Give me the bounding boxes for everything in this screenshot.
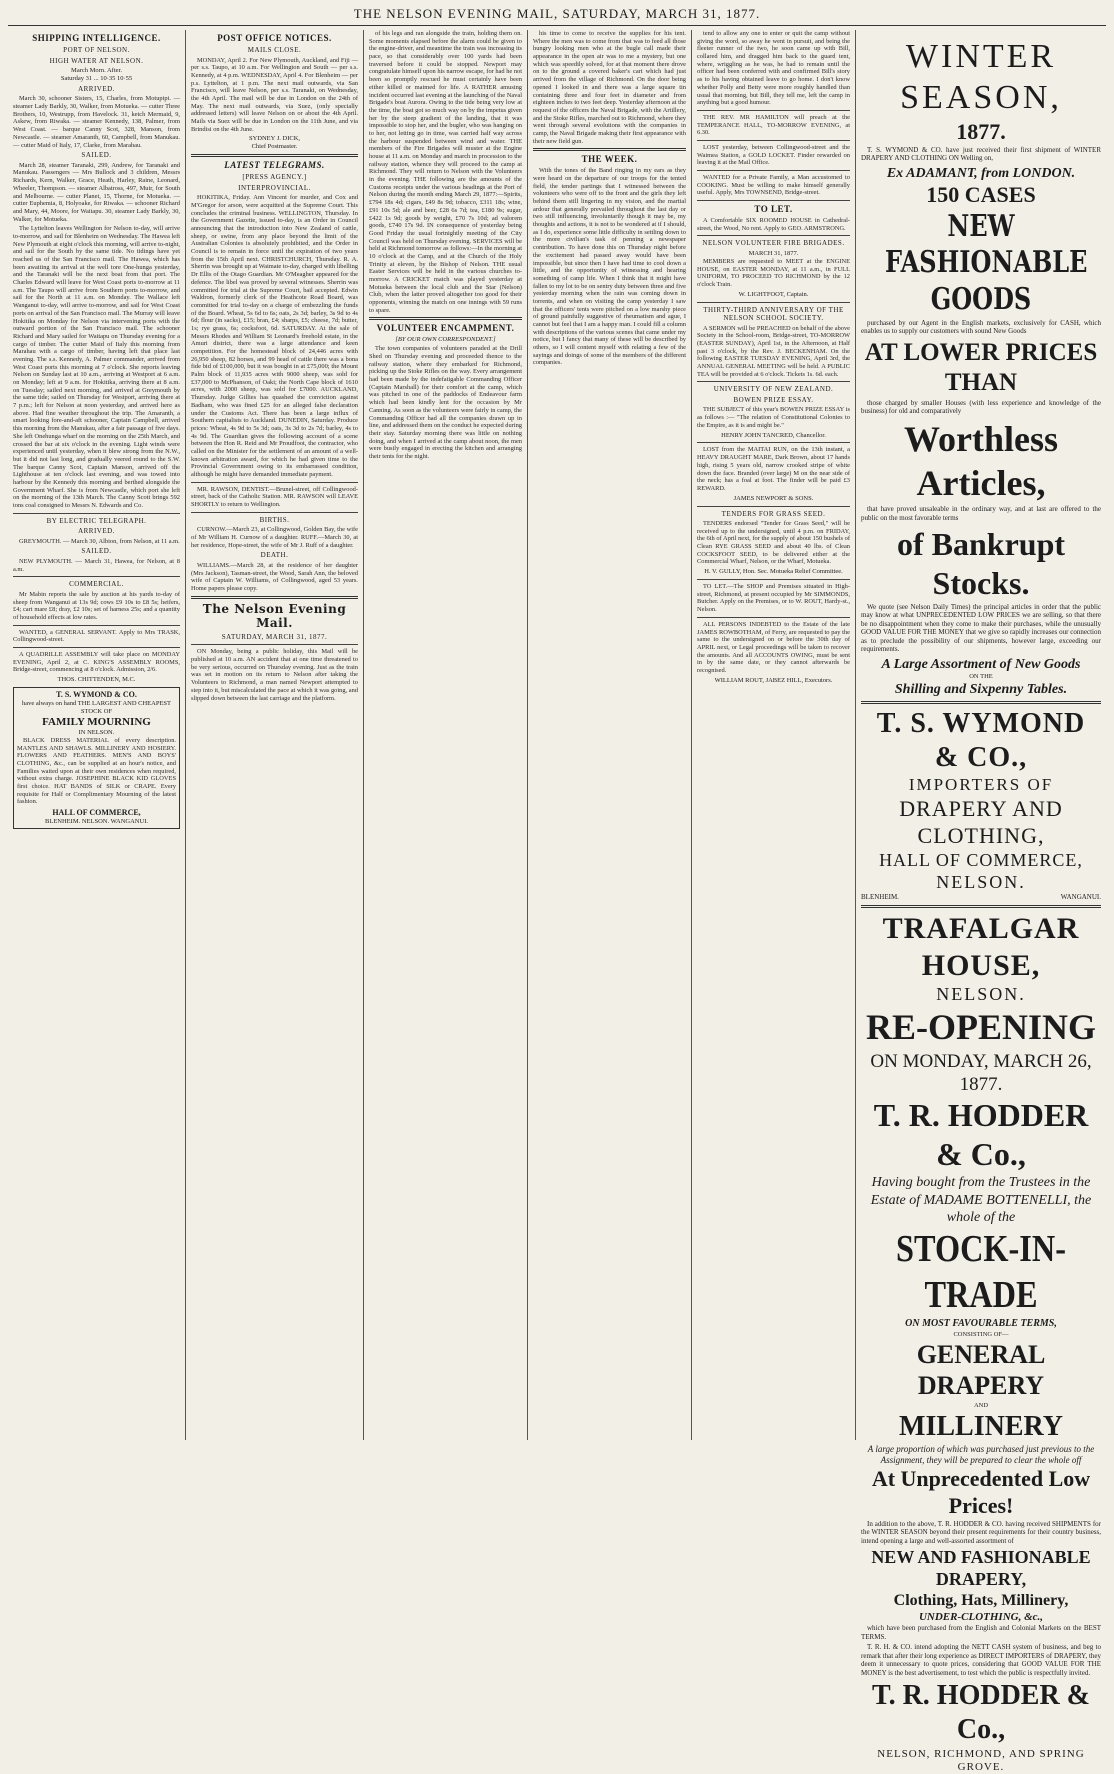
divider xyxy=(697,442,850,443)
trafalgar-house: TRAFALGAR HOUSE, xyxy=(882,911,1080,982)
divider xyxy=(191,512,358,513)
leader-text: ON Monday, being a public holiday, this Mail will be published at 10 a.m. AN accident that at one time threatened to be very serious, occurred on Thursday evening. Just as the train was set in motion on its return to Nelson after taking the Volunteers to Richmond, a man named Newport attempted to step into it, but miscalculated the pace at which it was going, and slipped down between the last carriage and the platform. xyxy=(191,648,358,702)
ad-lost-locket: LOST yesterday, between Collingwood-street and the Waimea Station, a GOLD LOCKET. Finder rewarded on leaving it at the Mail Office. xyxy=(697,143,850,167)
bought-text: Having bought from the Trustees in the Estate of MADAME BOTTENELLI, the whole of the xyxy=(870,1175,1092,1225)
addition-text: In addition to the above, T. R. HODDER & CO. having received SHIPMENTS for the WINTER SEASON beyond their present requirements for their country business, intend opening a large and well-assorted assortment of xyxy=(861,1519,1101,1545)
divider xyxy=(697,235,850,236)
arrived-heading: ARRIVED. xyxy=(78,84,115,93)
telegrams-text: HOKITIKA, Friday. Ann Vincent for murder, and Cox and M'Gregor for arson, were acquitted at the Supreme Court. This concludes the criminal business. WELLINGTON, Thursday. In the Government Gazette, issued to-day, is an Order in Council announcing that the introduction into New Zealand of cattle, sheep, or swine, from any place beyond the limit of the Australian Colonies is absolutely prohibited, and the Order in Council is to remain in force until the expiration of two years from the 15th April next. CHRISTCHURCH, Thursday. R. A. Sherrin was brought up at Waimate to-day, charged with libelling Dr Ellis of the Otago Guardian. Mr O'Meagher appeared for the defence. The libel was proved by several witnesses. Sherrin was committed for trial at the Supreme Court, bail accepted. Edwin Waldron, formerly clerk of the Heathcote Road Board, was committed for trial to-day on a charge of embezzling the funds of the Board. Wheat, 5s 6d to 6s; oats, 2s 3d; barley, 3s 9d to 4s 6d; flour (in sacks), £15; bran, £4; sharps, £5; cheese, 7d; butter, 1s; rye grass, 6s; cocksfoot, 6d. SATURDAY. At the sale of Messrs Rhodes and William St Leonard's freehold estate, in the Amuri district, there was a large attendance and keen competition. For the homestead block of 24,446 acres with 26,950 sheep, 82 horses, and 99 head of cattle there was a bona fide bid of £100,000, but it was bought in at £75,000; the Mount Palm block of 11,935 acres with 9000 sheep, was sold for £37,000 to McPhanson, of Oaki; the North Cape block of 1610 acres, with 2000 sheep, was sold for £7000. AUCKLAND, Thursday. Judge Gillies has quashed the conviction against Badham, who was fined £25 for an alleged false declaration under the Customs Act. There has been a large influx of Southern capitalists to Auckland. DUNEDIN, Saturday. Produce prices: Wheat, 4s 9d to 5s 3d; oats, 3s 3d to 2s 7d; barley, 4s to 4s 9d. The Guardian gives the following account of a scene between the Hon R. Reid and Mr Proudfoot, the contractor, who called on the Minister for the settlement of an amount of a well-known arbitration award, for which he had given time to the Provincial Government owing to its embarrassed condition, although he might have demanded immediate payment. xyxy=(191,194,358,478)
masthead: THE NELSON EVENING MAIL, SATURDAY, MARCH 31, 1877. xyxy=(8,6,1106,26)
divider xyxy=(697,170,850,171)
high-water-row: Saturday 31 ... 10·35 10·55 xyxy=(60,74,133,82)
winter-season-heading: WINTER SEASON, xyxy=(900,38,1062,117)
mourning-firm: T. S. WYMOND & CO. xyxy=(56,689,137,699)
births-text: CURNOW.—March 23, at Collingwood, Golden Bay, the wife of Mr William H. Curnow of a daughter. RUFF.—March 30, at her residence, Hope-street, the wife of Mr J. Ruff of a daughter. xyxy=(191,526,358,549)
ad-quadrille: A QUADRILLE ASSEMBLY will take place on MONDAY EVENING, April 2, at C. KING'S ASSEMBLY ROOMS, Bridge-street, commencing at 8 o'clock. Admission, 2/6. xyxy=(13,651,180,674)
sailed-heading: SAILED. xyxy=(81,151,112,160)
re-opening-date: ON MONDAY, MARCH 26, 1877. xyxy=(870,1051,1092,1096)
the-week-text: With the tones of the Band ringing in my ears as they were heard on the departure of our troops for the tented field, the tender partings that I witnessed between the volunteers who were off to the front and the girls they left behind them still lingering in my vision, and the martial ardour that generally prevailed throughout the last day or two still influencing, involuntarily though it may be, my thoughts and actions, it is not to be wondered at if I should, as I do, experience some little difficulty in settling down to the more civilian's task of penning a newspaper contribution. To have done this on Thursday night before the excitement had passed away would have been impossible, but since then I have had time to cool down a little, and the opportunity of witnessing and hearing something of camp life. When I think that it might have fallen to my lot to be on sentry duty between three and five yesterday morning when the rain was coming down in torrents, and when on visiting the camp yesterday I saw that the officers' tents were pitched on a low marshy piece of ground painfully suggestive of rheumatism and ague, I cannot but feel that I am a happy man. I could fill a column with descriptions of the various scenes that came under my notice, but I fancy that many of these will be described by others, so I will content myself with relating a few of the sayings and doings of some of the members of the different companies. xyxy=(533,167,686,367)
telegraph-sailed-text: NEW PLYMOUTH. — March 31, Hawea, for Nelson, at 8 a.m. xyxy=(13,557,180,573)
branch-wanganui: WANGANUI. xyxy=(1060,893,1101,902)
clothing-hats: Clothing, Hats, Millinery, xyxy=(893,1592,1069,1610)
ad-all-persons: ALL PERSONS INDEBTED to the Estate of the late JAMES ROWBOTHAM, of Ferry, are requested to pay the same to the undersigned on or before the 30th day of APRIL next, or Legal proceedings will be taken to recover the amounts. And all ACCOUNTS OWING, must be sent in by the same date, or they cannot afterwards be recognised. xyxy=(697,620,850,674)
volunteer-subtitle: [BY OUR OWN CORRESPONDENT.] xyxy=(395,336,496,344)
university-title: UNIVERSITY OF NEW ZEALAND. xyxy=(713,385,834,394)
column-the-week xyxy=(528,30,692,1440)
stock-in-trade: STOCK-IN-TRADE xyxy=(896,1227,1066,1317)
mourning-towns: BLENHEIM. NELSON. WANGANUI. xyxy=(45,817,148,825)
column-shipping xyxy=(8,30,186,1440)
ad-general-servant: WANTED, a GENERAL SERVANT. Apply to Mrs TRASK, Collingwood-street. xyxy=(13,628,180,644)
millinery: MILLINERY xyxy=(899,1410,1063,1442)
bowen-text: THE SUBJECT of this year's BOWEN PRIZE ESSAY is as follows :— "The relation of Constitutional Colonies to the Empire, as it is and might be." xyxy=(697,406,850,429)
worthless-articles: Worthless Articles, xyxy=(903,418,1058,503)
winter-season-year: 1877. xyxy=(956,118,1006,144)
tenders-title: TENDERS FOR GRASS SEED. xyxy=(721,509,826,518)
high-water-columns: March Morn. After. xyxy=(71,67,122,75)
local-news-text: of his legs and ran alongside the train, holding them on. Some moments elapsed before the alarm could be given to the engine-driver, and meantime the train was increasing its pace, so that considerably over 100 yards had been traversed before it could be stopped. Newport may congratulate himself upon his narrow escape, for had he not been so promptly rescued he must certainly have been either killed or maimed for life. A RATHER amusing incident occurred last evening at the launching of the Naval Brigade's boat Aurora. Owing to the tide being very low at the time, the boat got so much way on by the impetus given her by the steep gradient of the landing, that it was impossible to stop her, and the bugler, who was hanging on to her, not letting go in time, was carried half way across the harbour suspended between wind and water. THE members of the Fire Brigades will muster at the Engine house at 11 a.m. on Monday and march in procession to the railway station, whence they will proceed to the camp at Richmond. They will return to Nelson with the Volunteers in the evening. THE following are the amounts of the Customs receipts under the various headings at the Port of Nelson during the month ending March 29, 1877:—Spirits, £794 18s 4d; cigars, £49 8s 9d; tobacco, £311 18s; wine, £91 10s 5d; ale and beer, £28 6s 7d; tea, £180 9s; sugar, £422 1s 9d; goods by weight, £70 7s 10d; ad valorem goods, £740 17s 9d. IN consequence of yesterday being Good Friday the usual fortnightly meeting of the City Council was held on Thursday evening. SERVICES will be held at Richmond tomorrow as follows:—In the morning at 10 o'clock at the Camp, and at the Church of the Holy Trinity at eleven, by the Bishop of Nelson. THE usual Easter Services will be held in the various churches to-morrow. A CRICKET match was played yesterday at Motueka between the local club and the Star (Nelson) Club, when the latter proved altogether too good for their opponents, winning the match on one innings with 59 runs to spare. xyxy=(369,30,522,314)
divider xyxy=(191,596,358,599)
bowen-signature: HENRY JOHN TANCRED, Chancellor. xyxy=(721,431,826,439)
divider xyxy=(13,625,180,626)
shipping-title: SHIPPING INTELLIGENCE. xyxy=(32,33,161,43)
mourning-hall: HALL OF COMMERCE, xyxy=(52,808,141,818)
fire-brigade-signature: W. LIGHTFOOT, Captain. xyxy=(738,290,809,298)
postmaster-name: SYDNEY J. DICK, xyxy=(248,135,301,143)
favourable-terms: ON MOST FAVOURABLE TERMS, xyxy=(905,1318,1057,1330)
hodder-firm: T. R. HODDER & Co., xyxy=(873,1097,1089,1173)
mourning-list: BLACK DRESS MATERIAL of every description. MANTLES AND SHAWLS. MILLINERY AND HOSIERY. FLOWERS AND FEATHERS. MEN'S AND BOYS' CLOTHING, &c., can be supplied at an hour's notice, and Families waited upon at their own residences when required, without extra charge. JOSEPHINE BLACK KID GLOVES first choice. HAT BANDS of SILK or CRAPE. Every requisite for Half or Complimentary Mourning of the latest fashion. xyxy=(17,736,176,806)
importers-of: IMPORTERS OF xyxy=(908,775,1054,795)
mails-close: MAILS CLOSE. xyxy=(247,45,302,54)
column-local-news xyxy=(364,30,528,1440)
fire-brigade-date: MARCH 31, 1877. xyxy=(748,249,799,257)
ad-lost-mare: LOST from the MAITAI RUN, on the 13th instant, a HEAVY DRAUGHT MARE, Dark Brown, about 17 hands high, rising 5 years old, narrow crooked stripe of white down the face. Branded (over large) M on the near side of the neck; has a foal at foot. The finder will be paid £3 REWARD. xyxy=(697,446,850,492)
quote-text: We quote (see Nelson Daily Times) the principal articles in order that the public may know at what UNPRECEDENTED LOW PRICES we are selling, so that there be no disappointment when they come to make their purchases, while the unusually GOOD VALUE FOR THE MONEY that we give so rapidly increases our connection as to preclude the possibility of our shipments, however large, exceeding our requirements. xyxy=(861,602,1101,654)
ad-rawson-dentist: MR. RAWSON, DENTIST.—Brunel-street, off Collingwood-street, back of the Catholic Station. MR. RAWSON will LEAVE SHORTLY to return to Wellington. xyxy=(191,485,358,509)
ad-family-mourning xyxy=(13,687,180,829)
divider xyxy=(697,381,850,382)
on-the: ON THE xyxy=(969,672,993,680)
divider xyxy=(191,644,358,645)
interprovincial: INTERPROVINCIAL. xyxy=(238,183,311,192)
all-persons-signature: WILLIAM ROUT, JABEZ HILL, Executors. xyxy=(714,676,833,684)
volunteer-text: The town companies of volunteers paraded at the Drill Shed on Thursday evening and proceeded thence to the railway station, where they embarked for Richmond, picking up the Stoke Rifles on the way. Every arrangement had been made by the indefatigable Commanding Officer (Captain Marshall) for their comfort at the camp, which was pitched in one of the paddocks of Endeavour farm which had been kindly lent for the occasion by Mr Canning. As soon as the volunteers were fairly in camp, the Commanding Officer had all the companies drawn up in line, and addressed them on the conduct he expected during their stay. Saturday morning there was little on nothing doing, and when I arrived at the camp about noon, the men were busily engaged in erecting the kitchen and arranging their tents for the night. xyxy=(369,345,522,460)
re-opening: RE-OPENING xyxy=(865,1007,1096,1048)
proportion-text: A large proportion of which was purchased just previous to the Assignment, they will be prepared to clear the whole off xyxy=(867,1444,1095,1465)
nelson-heading: NELSON. xyxy=(936,871,1026,892)
wymond-intro: T. S. WYMOND & CO. have just received their first shipment of WINTER DRAPERY AND CLOTHING ON Welling on, xyxy=(861,145,1101,163)
school-society-title: THIRTY-THIRD ANNIVERSARY OF THE NELSON SCHOOL SOCIETY. xyxy=(703,305,844,323)
latest-telegrams-title: LATEST TELEGRAMS. xyxy=(224,160,325,171)
divider xyxy=(697,302,850,303)
volunteer-title: VOLUNTEER ENCAMPMENT. xyxy=(376,323,515,334)
mourning-title: FAMILY MOURNING xyxy=(42,715,151,728)
telegraph-title: BY ELECTRIC TELEGRAPH. xyxy=(46,516,147,525)
ad-hamilton: THE REV. MR HAMILTON will preach at the TEMPERANCE HALL, TO-MORROW EVENING, at 6.30. xyxy=(697,113,850,137)
divider xyxy=(861,701,1101,704)
general-drapery: GENERAL DRAPERY xyxy=(916,1339,1046,1401)
telegraph-sailed-heading: SAILED. xyxy=(81,547,112,556)
shipping-news: The Lyttelton leaves Wellington for Nelson to-day, will arrive to-morrow, and sail for Blenheim on Wednesday. The Hawea left New Plymouth at eight o'clock this morning, will arrive to-night, and sail for the South by the same tide. No tidings have yet reached us of the San Francisco mail. The Hawea, which has been awaiting its arrival at the well tore One-hunga yesterday, and the Taranaki will be the next boat from that port. The Charles Edward will leave for West Coast ports to-morrow at 11 a.m. The Taupo will arrive from Southern ports to-morrow, and sail for the North at 11 a.m. on Monday. The Wallace left Wanganui to-day, will arrive to-morrow, and sail for West Coast ports on arrival of the San Francisco mail. The Murray will leave Hokitika on Monday for Nelson via intervening ports with the outward portion of the San Francisco mail. The schooner Richard and Mary sailed for Waitapu on Thursday evening for a cargo of timber. The cutter Maid of Italy this morning from Marahau with a cargo of timber, having left that place last evening. The s.s. Kennedy, A. Palmer commander, arrived from West Coast ports this morning at 7 o'clock. She reports leaving Nelson on Sunday last at 10 a.m., arriving at Westport at 6 a.m. on Monday; left at 9 a.m. for Hokitika, arriving there at 8 a.m. on Tuesday; sailed next morning, and arrived at Greymouth by the same tide; sailed on Thursday for Westport, arriving there at 7 p.m.; left for Nelson at noon yesterday, and arrived here as above. Had fine weather throughout the trip. The Amaranth, a smart looking fore-and-aft schooner, Captain Campbell, arrived this morning from the Manukau, after a fair passage of five days. She left Onehunga wharf on the morning on the 25th March, and crossed the bar at six o'clock in the evening. Light winds were experienced until yesterday, when it blew strong from the N.W., but it did not last long, and gradually veered round to the S.W. The barque Canny Scot, Captain Manson, arrived off the Lighthouse at ten o'clock last evening, and was towed into harbour by the Kennedy this morning and berthed alongside the Government Wharf. She is from Newcastle, which port she left on the morning of the 13th March. The Canny Scott brings 592 tons coal consigned to Messrs N. Edwards and Co. xyxy=(13,225,180,509)
columns xyxy=(8,30,1106,1773)
divider xyxy=(191,154,358,157)
press-agency: [PRESS AGENCY.] xyxy=(242,173,307,182)
branch-towns xyxy=(861,893,1101,902)
divider xyxy=(697,506,850,507)
divider xyxy=(697,617,850,618)
post-office-text: MONDAY, April 2. For New Plymouth, Auckland, and Fiji — per s.s. Taupo, at 10 a.m. For Wellington and South — per s.s. Kennedy, at 4 p.m. WEDNESDAY, April 4. For Blenheim — per p.s. Lyttelton, at 1 p.m. The next mail outwards, via San Francisco, will leave Nelson, per s.s. Taranaki, on Wednesday, the 4th April. The mail will be due in London on the 24th of May. The next mail outwards, via Suez, (only specially addressed letters) will leave Nelson on or about the 4th April. Mails via Suez will be due in London on the 11th June, and via Brindisi on the 4th June. xyxy=(191,56,358,133)
paper-title: The Nelson Evening Mail. xyxy=(202,601,347,631)
post-office-title: POST OFFICE NOTICES. xyxy=(217,33,332,43)
consisting-of: CONSISTING OF— xyxy=(953,1330,1009,1338)
lower-prices-text: those charged by smaller Houses (with less experience and knowledge of the business) for old and comparatively xyxy=(861,398,1101,416)
nett-cash-text: T. R. H. & CO. intend adopting the NETT CASH system of business, and beg to remark that after their long experience as DIRECT IMPORTERS of DRAPERY, they deem it unnecessary to quote prices, considering that GOOD VALUE FOR THE MONEY is the best advertisement, to test which the public is respectfully invited. xyxy=(861,1643,1101,1677)
postmaster-title: Chief Postmaster. xyxy=(251,143,298,151)
divider xyxy=(697,200,850,201)
school-society-text: A SERMON will be PREACHED on behalf of the above Society in the School-room, Bridge-street, TO-MORROW (EASTER SUNDAY), April 1st, in the Afternoon, at Half past 3 o'clock, by the Rev. J. BECKENHAM. On the following EASTER TUESDAY EVENING, April 3rd, the ANNUAL GENERAL MEETING will be held. A PUBLIC TEA will be provided at 6 o'clock. Tickets 1s. 6d. each. xyxy=(697,324,850,378)
lower-prices-heading: AT LOWER PRICES THAN xyxy=(864,338,1098,397)
death-heading: DEATH. xyxy=(260,551,289,560)
mourning-place: IN NELSON. xyxy=(78,728,115,736)
divider xyxy=(13,576,180,577)
unprecedented-prices: At Unprecedented Low Prices! xyxy=(871,1465,1091,1518)
hodder-places: NELSON, RICHMOND, AND SPRING GROVE. xyxy=(877,1747,1085,1773)
markets-text: which have been purchased from the English and Colonial Markets on the BEST TERMS. xyxy=(861,1624,1101,1641)
divider xyxy=(369,317,522,320)
divider xyxy=(697,579,850,580)
births-heading: BIRTHS. xyxy=(259,515,290,524)
hall-of-commerce: HALL OF COMMERCE, xyxy=(879,849,1083,870)
drapery-clothing: DRAPERY AND CLOTHING, xyxy=(899,795,1063,848)
lost-mare-signature: JAMES NEWPORT & SONS. xyxy=(733,494,814,502)
fire-brigade-title: NELSON VOLUNTEER FIRE BRIGADES. xyxy=(702,239,845,248)
ad-shop-to-let: TO LET.—The SHOP and Premises situated in High-street, Richmond, at present occupied by Mr SIMMONDS, Butcher. Apply on the Premises, or to W. ROUT, Hardy-st., Nelson. xyxy=(697,583,850,614)
worthless-text: that have proved unsaleable in the ordinary way, and at last are offered to the public on the most favorable terms xyxy=(861,505,1101,522)
commercial-title: COMMERCIAL. xyxy=(69,580,124,589)
divider xyxy=(533,148,686,151)
to-let-title: TO LET. xyxy=(754,204,793,215)
arrived-text: March 30, schooner Sisters, 15, Charles, from Motupipi. — steamer Lady Barkly, 30, Walker, from Motueka. — cutter Three Brothers, 10, Westrupp, from Havelock. 31, ketch Mermaid, 9, Askew, from Riwaka. — steamer Kennedy, 138, Palmer, from West Coast. — barque Canny Scot, 328, Manson, from Newcastle. — steamer Amaranth, 60, Campbell, from Manukau. — cutter Maid of Italy, 17, Clarke, from Marahau. xyxy=(13,95,180,149)
branch-blenheim: BLENHEIM. xyxy=(861,893,899,902)
telegraph-arrived-heading: ARRIVED. xyxy=(78,527,115,536)
divider xyxy=(697,110,850,111)
under-clothing: UNDER-CLOTHING, &c., xyxy=(918,1610,1044,1623)
the-week-title: THE WEEK. xyxy=(581,154,638,165)
wymond-firm: T. S. WYMOND & CO., xyxy=(876,707,1086,773)
cases-heading: 150 CASES xyxy=(926,181,1036,207)
purchased-text: purchased by our Agent in the English markets, exclusively for CASH, which enables us to supply our customers with sound New Goods xyxy=(861,318,1101,336)
ad-quadrille-signature: THOS. CHITTENDEN, M.C. xyxy=(57,676,136,684)
camp-text: his time to come to receive the supplies for his tent. Where the men was to come from that was to feed all those hungry looking men who at the bugle call made their appearance in the open air was to me a mystery, but one which was speedily solved, for at that moment there drove on to the ground a covered baker's cart which had just arrived from the village of Richmond. On the door being opened I looked in and there was a large square tin containing three and four feet in diameter and from eighteen inches to two feet deep. Yesterday afternoon at the request of the officers the Naval Brigade, with the Artillery, and the Stoke Rifles, marched out to Richmond, where they went through several evolutions with the companies in camp, the Naval Brigade making their first appearance with their new field gun. xyxy=(533,30,686,145)
and-word: AND xyxy=(973,1401,989,1409)
fire-brigade-text: MEMBERS are requested to MEET at the ENGINE HOUSE, on EASTER MONDAY, at 11 a.m., in FULL UNIFORM, TO PROCEED TO RICHMOND by the 12 o'clock Train. xyxy=(697,257,850,288)
hodder-firm-footer: T. R. HODDER & Co., xyxy=(871,1680,1091,1746)
divider xyxy=(13,647,180,648)
tenders-signature: H. V. GULLY, Hon. Sec. Motueka Relief Committee. xyxy=(704,568,843,576)
ship-name: Ex ADAMANT, from LONDON. xyxy=(886,165,1076,181)
telegraph-arrived-text: GREYMOUTH. — March 30, Albion, from Nelson, at 11 a.m. xyxy=(19,537,180,545)
mourning-intro: have always on hand THE LARGEST AND CHEAPEST STOCK OF xyxy=(21,699,172,715)
divider xyxy=(13,513,180,514)
divider xyxy=(191,482,358,483)
bowen-title: BOWEN PRIZE ESSAY. xyxy=(733,395,814,404)
trafalgar-nelson: NELSON. xyxy=(936,984,1026,1005)
paper-date: SATURDAY, MARCH 31, 1877. xyxy=(221,632,328,641)
death-text: WILLIAMS.—March 28, at the residence of her daughter (Mrs Jackson), Tasman-street, the Wood, Sarah Ann, the beloved wife of Captain W. Williams, of Collingwood, aged 53 years. Home papers please copy. xyxy=(191,561,358,592)
week-continued-text: tend to allow any one to enter or quit the camp without giving the word, so away he went in pursuit, and being the fleeter runner of the two, he soon came up with Bill, collared him, and dragged him back to the guard tent, where, wriggling as he was, he had to remain until the officer had been conferred with and confirmed Bill's story as to his having obtained leave to go home. I don't know whether Polly and Betty were more roughly handled than usual that morning, but Bill, they tell me, left the camp in anything but a good humour. xyxy=(697,30,850,107)
bankrupt-stocks: of Bankrupt Stocks. xyxy=(896,525,1066,601)
divider xyxy=(861,905,1101,908)
column-notices xyxy=(692,30,856,1440)
commercial-text: Mr Mabin reports the sale by auction at his yards to-day of sheep from Wanganui at 13s 9d; cows £9 10s to £8 5s; heifers, £4; cart mare £8; dray, £2 10s; set of harness 25s; and a quantity of household effects at low rates. xyxy=(13,590,180,621)
new-fashionable-goods: NEW FASHIONABLE GOODS xyxy=(885,208,1088,317)
large-assortment: A Large Assortment of New Goods xyxy=(881,656,1081,672)
to-let-text: A Comfortable SIX ROOMED HOUSE in Cathedral-street, the Wood, No rent. Apply to GEO. ARMSTRONG. xyxy=(697,217,850,232)
sailed-text: March 28, steamer Taranaki, 299, Andrew, for Taranaki and Manukau. Passengers — Mrs Bullock and 3 children, Messrs Richards, Kern, Walker, Grace, Heath, Harley, Raine, Leonard, Wheeler, Thompson. — steamer Albatross, 497, Muir, for South and Melbourne. — cutter Planet, 15, Thorne, for Motueka. — cutter Euphemia, 8, Holyoake, for Riwaka. — schooner Richard and Mary, 44, Moore, for Waitapu. 30, steamer Lady Barkly, 30, Walker, for Motueka. xyxy=(13,161,180,223)
new-fashionable-drapery: NEW AND FASHIONABLE DRAPERY, xyxy=(871,1547,1091,1590)
divider xyxy=(697,140,850,141)
column-advertisements xyxy=(856,30,1106,1773)
tenders-text: TENDERS endorsed "Tender for Grass Seed," will be received up to the undersigned, until 4 p.m. on FRIDAY, the 6th of April next, for the supply of about 150 bushels of Clean RYE GRASS SEED and about 40 lbs. of Clean COCKSFOOT SEED, to be delivered either at the Commercial Wharf, Nelson, or the Wharf, Motueka. xyxy=(697,520,850,566)
ad-wanted-cook: WANTED for a Private Family, a Man accustomed to COOKING. Must be willing to make himself generally useful. Apply, Mrs TOWNSEND, Bridge-street. xyxy=(697,174,850,197)
high-water-title: HIGH WATER AT NELSON. xyxy=(49,56,144,65)
shilling-tables: Shilling and Sixpenny Tables. xyxy=(894,681,1068,697)
port-heading: PORT OF NELSON. xyxy=(63,45,130,54)
column-post-office xyxy=(186,30,364,1440)
